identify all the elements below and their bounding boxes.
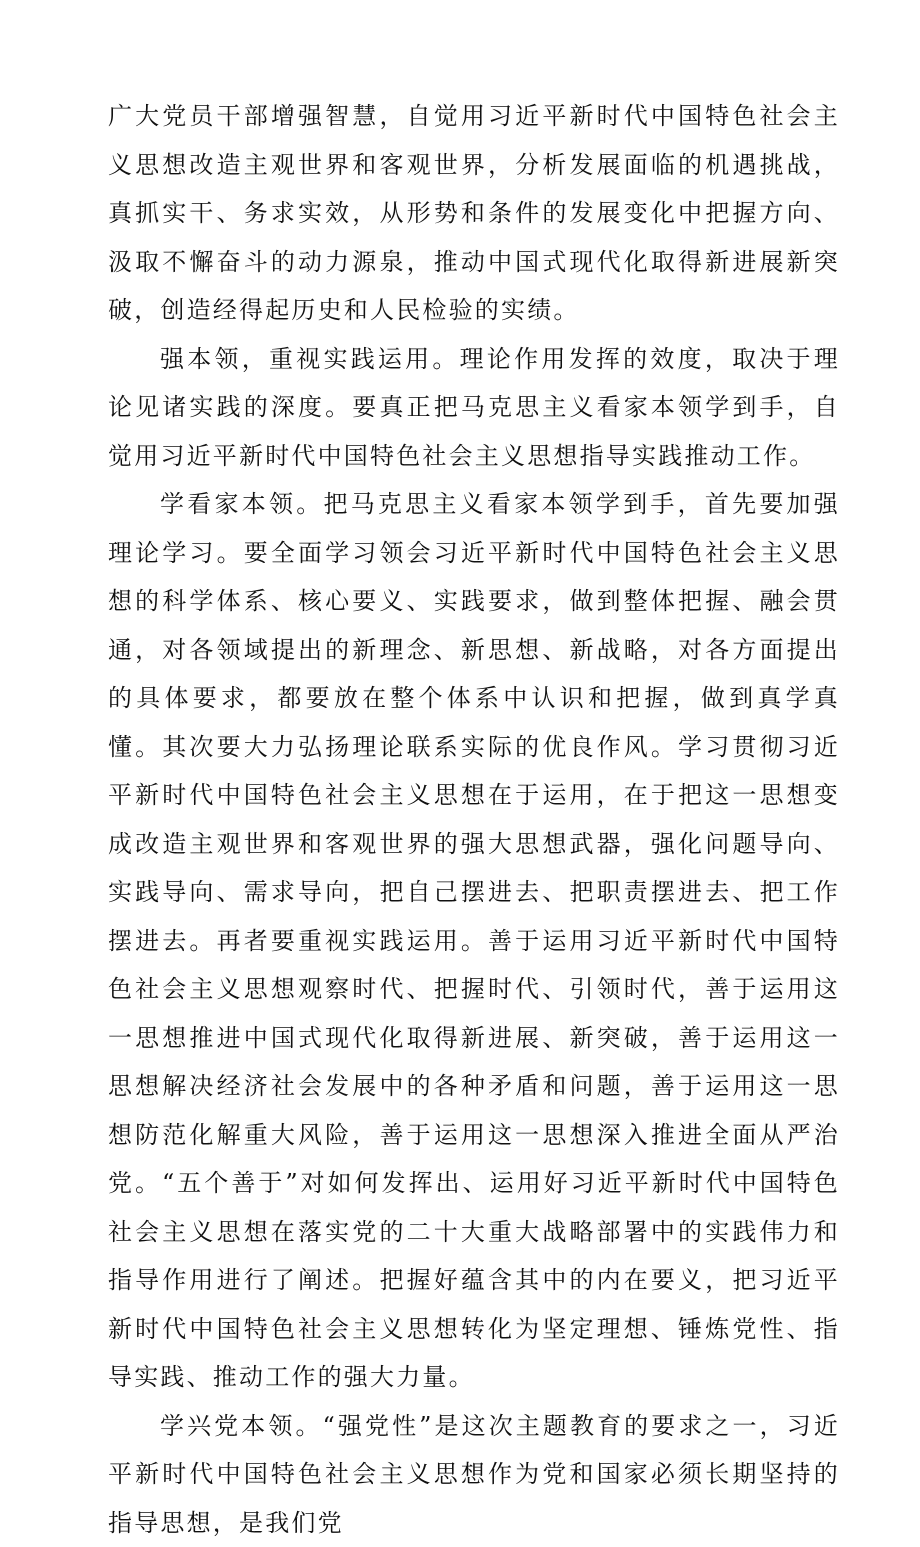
paragraph-learn-core-skills: 学看家本领。把马克思主义看家本领学到手，首先要加强理论学习。要全面学习领会习近平新时代中国特色社会主义思想的科学体系、核心要义、实践要求，做到整体把握、融会贯通，对各领域提出的新理念、新思想、新战略，对各方面提出的具体要求，都要放在整个体系中认识和把握，做到真学真懂。其次要大力弘扬理论联系实际的优良作风。学习贯彻习近平新时代中国特色社会主义思想在于运用，在于把这一思想变成改造主观世界和客观世界的强大思想武器，强化问题导向、实践导向、需求导向，把自己摆进去、把职责摆进去、把工作摆进去。再者要重视实践运用。善于运用习近平新时代中国特色社会主义思想观察时代、把握时代、引领时代，善于运用这一思想推进中国式现代化取得新进展、新突破，善于运用这一思想解决经济社会发展中的各种矛盾和问题，善于运用这一思想防范化解重大风险，善于运用这一思想深入推进全面从严治党。“五个善于”对如何发挥出、运用好习近平新时代中国特色社会主义思想在落实党的二十大重大战略部署中的实践伟力和指导作用进行了阐述。把握好蕴含其中的内在要义，把习近平新时代中国特色社会主义思想转化为坚定理想、锤炼党性、指导实践、推动工作的强大力量。 xyxy=(108,480,840,1402)
paragraph-party-building-skills: 学兴党本领。“强党性”是这次主题教育的要求之一，习近平新时代中国特色社会主义思想作为党和国家必须长期坚持的指导思想，是我们党 xyxy=(108,1402,840,1547)
paragraph-strengthen-skills: 强本领，重视实践运用。理论作用发挥的效度，取决于理论见诸实践的深度。要真正把马克思主义看家本领学到手，自觉用习近平新时代中国特色社会主义思想指导实践推动工作。 xyxy=(108,335,840,481)
document-page xyxy=(108,92,840,1547)
paragraph-continuation: 广大党员干部增强智慧，自觉用习近平新时代中国特色社会主义思想改造主观世界和客观世界，分析发展面临的机遇挑战，真抓实干、务求实效，从形势和条件的发展变化中把握方向、汲取不懈奋斗的动力源泉，推动中国式现代化取得新进展新突破，创造经得起历史和人民检验的实绩。 xyxy=(108,92,840,335)
